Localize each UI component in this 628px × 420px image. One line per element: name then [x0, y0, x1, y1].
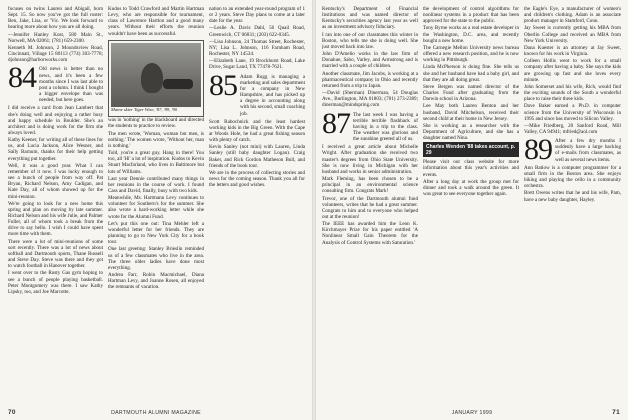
photo-caption: Maine skier Tiger Wise, '87, '89, '90 — [111, 106, 178, 112]
paragraph: Tony Byrne works as a real estate developer in the Washington, D.C. area, and recently bought a new home. — [423, 25, 519, 44]
paragraph: We are in the process of collecting stories and news for the coming season. Thank you all for the letters and good wishes. — [209, 169, 305, 189]
paragraph: —Jennifer Hanley Kost, 580 Main St., Norwell, MA 02061; (781) 659-2300. — [8, 31, 103, 44]
paragraph: I ran into one of our classmates this winter in Boston, who tells me she is doing well. She just moved back into law. — [322, 31, 418, 50]
left-footer-title — [0, 410, 312, 416]
paragraph: Trevor, one of the Dartmouth alumni fund volunteers, writes that he had a great summer. Congrats to him and to everyone who helped out at the reunion! — [322, 195, 418, 220]
class-year-number: 84 — [8, 61, 36, 95]
paragraph: Kentucky's Department of Financial Institutions and was named director of Kentucky's securities agency last year as well as an investment advisory fiduciary. — [322, 6, 418, 31]
right-page — [316, 0, 628, 420]
paragraph: After a long day at work the group met for dinner and took a walk around the green. It was great to see everyone together again. — [423, 178, 519, 198]
left-column-2 — [108, 6, 204, 402]
paragraph: nation to an extended year-round program of 1 or 2 years. Steve Day plans to come at a later date for the year. — [209, 6, 305, 25]
class-year-lead: The last week I was having a terrible terrible flashback of having in a trip to the class. The weather was glorious and the sunshine greeted all of us. — [353, 111, 418, 143]
right-column-1 — [322, 6, 418, 402]
class-year-number: 85 — [209, 68, 237, 102]
paragraph: Lee May both Lauren Benton and her husband, David Mitchelson, received their second child at their home in New Jersey. — [423, 103, 519, 122]
page-number: 70 — [8, 409, 16, 416]
class-year-heading — [209, 68, 305, 117]
paragraph: —Leslie A. Davis Dahl, 56 Quail Road, Greenwich, CT 06831; (203) 622-0345. — [209, 25, 305, 38]
class-year-heading — [8, 61, 103, 104]
paragraph: I received a great article about Michelle Wright. After graduation she received two master's degrees from Ohio State University. She is now living in Michigan with her husband and works in senior administration. — [322, 144, 418, 175]
paragraph: Jay Sweet is currently getting his MBA from Oberlin College and received an MBA from New York University. — [524, 25, 621, 44]
paragraph: —Mike Friedberg, 20 Sanford Road, Mill Valley, CA 94941; mfried@aol.com — [524, 122, 621, 135]
paragraph: Brett Owens writes that he and his wife, Pam, have a new baby daughter, Hayley. — [524, 190, 621, 203]
right-footer — [612, 409, 620, 416]
paragraph: —Lisa Johnson, 24 Thomas Street, Rochester, NY; Lisa L. Johnson, 116 Farnham Road, Rochester, NY 14534. — [209, 38, 305, 58]
paragraph: She is working as a researcher with the Department of Agriculture, and she has a daughter named Nina. — [423, 122, 519, 142]
paragraph: Steve Bergen was named director of the Charles Fund after graduating from the Darwin school in Arizona. — [423, 83, 519, 103]
paragraph: The Carnegie Mellon University news bureau offered a new research position, and he is now working in Pittsburgh. — [423, 44, 519, 64]
paragraph: John Somerset and his wife, Rich, would find the exciting sounds of the South a wonderful place to raise their three kids. — [524, 83, 621, 103]
page-number: 71 — [612, 409, 620, 416]
photo-sidebar — [108, 40, 204, 118]
paragraph: Last year Dennie contributed many things in her reunions in the course of work. I found Cass and David, finally, busy with two kids. — [108, 175, 204, 194]
paragraph: Meanwhile, Ms. Hartmann Levy continues to volunteer for Soutbern's for the summer. She also wrote a hard-working letter while she wrote for the Alumni Fund. — [108, 195, 204, 220]
paragraph: Let's put this one out: Tina Mehler left a wonderful letter for her friends. They are planning to go to New York City for a book tour. — [108, 220, 204, 246]
paragraph: One last greeting: Stanley Brieslin reminded us of a few classmates who live in the area. The three older ladies have done most everything. — [108, 246, 204, 271]
paragraph: —David (Sherman) Dinerman, 54 Douglas Ave., Burlington, MA 01803; (781) 273-2389; dinerman@mindspring.com — [322, 90, 418, 109]
paragraph: was in 'nothing' in the blackboard and directed the students to practice to review. — [108, 117, 204, 130]
class-year-heading — [322, 106, 418, 143]
left-page — [0, 0, 312, 420]
paragraph: Another classmate, Jim Jacobs, is working at a pharmaceutical company in Ohio and recently returned from a trip to Japan. — [322, 70, 418, 89]
paragraph: focuses on twins Lauren and Abigail, born Sept. 15. So now you've got the full roster: Ben, Jake, Lisa, or 'Vic. We look forward to hearing more about how you are all doing. — [8, 6, 103, 31]
issue-date: JANUARY 1999 — [451, 410, 493, 416]
paragraph: Told, you're a great guy. Hang in there! You too, all 'Hi' a lot of inspiration. Kudos to Kevin Stuart Macfarland, who lives in Baltimore but lots of Williams. — [108, 150, 204, 175]
paragraph: the Eagle's Eye, a manufacturer of women's and children's clothing. Adam is an associate product manager in Stamford, Conn. — [524, 6, 621, 25]
paragraph: John D'Amelio works in the law firm of Donahue, Sabo, Varley, and Armstrong and is married with a couple of children. — [322, 51, 418, 70]
paragraph: Kenneth M. Johnson, 2 Moundsview Road, Cincinnati, Village 15 80113 (774) 303-7778; djohnson@harborworks.com — [8, 44, 103, 64]
paragraph: Dana Kuester is an attorney at Jay Sweet, known for his work in Virginia. — [524, 44, 621, 58]
paragraph: Andrea Farr, Robin Macmichael, Diana Hartman Levy, and Joanne Rosen, all enjoyed the remnants of vacation. — [108, 272, 204, 291]
paragraph: Mark Fleming, has been chosen to be a principal in an environmental science consulting firm. Congrats Mark! — [322, 176, 418, 195]
paragraph: We're going to look for a new home this spring and plan on moving by late summer. Richard Nelson and his wife Julie, and Palmer Fuller, all of whom took a break from the drive to say hello. I wish I could have spent more time with them. — [8, 200, 103, 238]
paragraph: Kevin Sanley (not mini) with Lauren, Linda Sanley (still baby daughter Logan). Craig Baker, and Rick Gordon Matheson Bull, and friends of the book tour. — [209, 144, 305, 169]
paragraph: Ann Batlow is a computer programmer for a small firm in the Boston area. She enjoys biking and playing the cello in a community orchestra. — [524, 164, 621, 190]
right-column-3 — [524, 6, 621, 402]
paragraph: Colleen Hollis went to work for a small company after having a baby. She says the kids are growing up fast and she loves every minute. — [524, 58, 621, 83]
paragraph: Linda McPherson is doing fine. She tells us she and her husband have had a baby girl, and that they are all doing great. — [423, 64, 519, 83]
paragraph: Please visit our class website for more information about this year's activities and events. — [423, 159, 519, 178]
sidebar-callout: Charles Wenden '88 takes account, p. 29 — [423, 142, 519, 157]
paragraph: There were a lot of mini-reunions of some sort recently. There was a lot of news about softball and Dartmouth sports, Thane Russell and Steve Day. Steve was there and they got to watch football in Hanover together. — [8, 238, 103, 270]
paragraph: The men wrote, 'Woman, woman but men, is nothing.' The women wrote, 'Without her, man is nothing.' — [108, 130, 204, 149]
left-column-1 — [8, 6, 103, 402]
left-column-3 — [209, 6, 305, 402]
class-year-lead: Old news is better than no news, and it's been a few months since I was last able to post a column. I think I bought a bigger envelope than was needed, but here goes. — [39, 66, 103, 104]
skier-photo — [111, 43, 201, 107]
paragraph: Kathy Keener, for writing all of these lines for us, and Lucia Jackson, Alice Wesner, and Sally Barnum, thanks for their help getting everything put together. — [8, 137, 103, 162]
paragraph: I did receive a card from Jean Lambert that she's doing well and enjoying a rather busy and happy schedule in Boulder. She's an architect and is doing work for the firm she always loved. — [8, 105, 103, 136]
class-year-number: 87 — [322, 106, 350, 140]
paragraph: Dave Baker earned a Ph.D. in computer science from the University of Wisconsin in 1995 and since has moved to Silicon Valley. — [524, 103, 621, 122]
skier-figure — [141, 63, 163, 93]
paragraph: Kudos to Todd Crawford and Martin Hartman Levy, who are responsible for tournament, class of Lawrence Hartlon and a good many years. Without their efforts the reunion wouldn't have been as successful. — [108, 6, 204, 37]
paragraph: —Elizabeth Lane, 19 Brockhurst Road, Lake Drive, Sugar Land, TX 77478-7621. — [209, 58, 305, 71]
class-year-lead: Adam Rugg is managing a marketing and sales department for a company in New Hampshire, and has picked up a degree in accounting along with his second, small coaching job. — [240, 73, 305, 117]
class-year-heading — [524, 133, 621, 167]
paragraph: the development of control algorithms for nonlinear systems in a product that has been approved for the state to the public. — [423, 6, 519, 25]
paragraph: Scott Rabochnick and the least hardest working kids in the Big Green. With the Cape at Woods Hole, he had a great fishing season with plenty of catch. — [209, 118, 305, 144]
right-footer-date — [316, 410, 628, 416]
paragraph: The IEEE has awarded him the Leon K. Kirchmayer Prize for his paper entitled 'A Nonlinear Small Gain Theorem for the Analysis of Control Systems with Saturation.' — [322, 221, 418, 246]
paragraph: I went over to the Rusty Gas gym hoping to see a bunch of people playing basketball. Peter Montgomery was there. I saw Kathy Lipsky, too, and Joe Marcotte. — [8, 270, 103, 295]
class-year-number: 89 — [524, 133, 552, 167]
magazine-title: DARTMOUTH ALUMNI MAGAZINE — [111, 410, 201, 416]
class-year-lead: After a few dry months I suddenly have a large backlog of e-mails from classmates, as well as several news items. — [555, 138, 621, 163]
right-column-2 — [423, 6, 519, 402]
ski-shape — [163, 79, 193, 89]
paragraph: Well, it was a good year. What I can remember of it now. I was lucky enough to see a bunch of people from way off. Pat Bryan, Richard Nelson, Amy Cadigan, and Kate Day, all of whom showed up for the mini-reunion. — [8, 162, 103, 200]
